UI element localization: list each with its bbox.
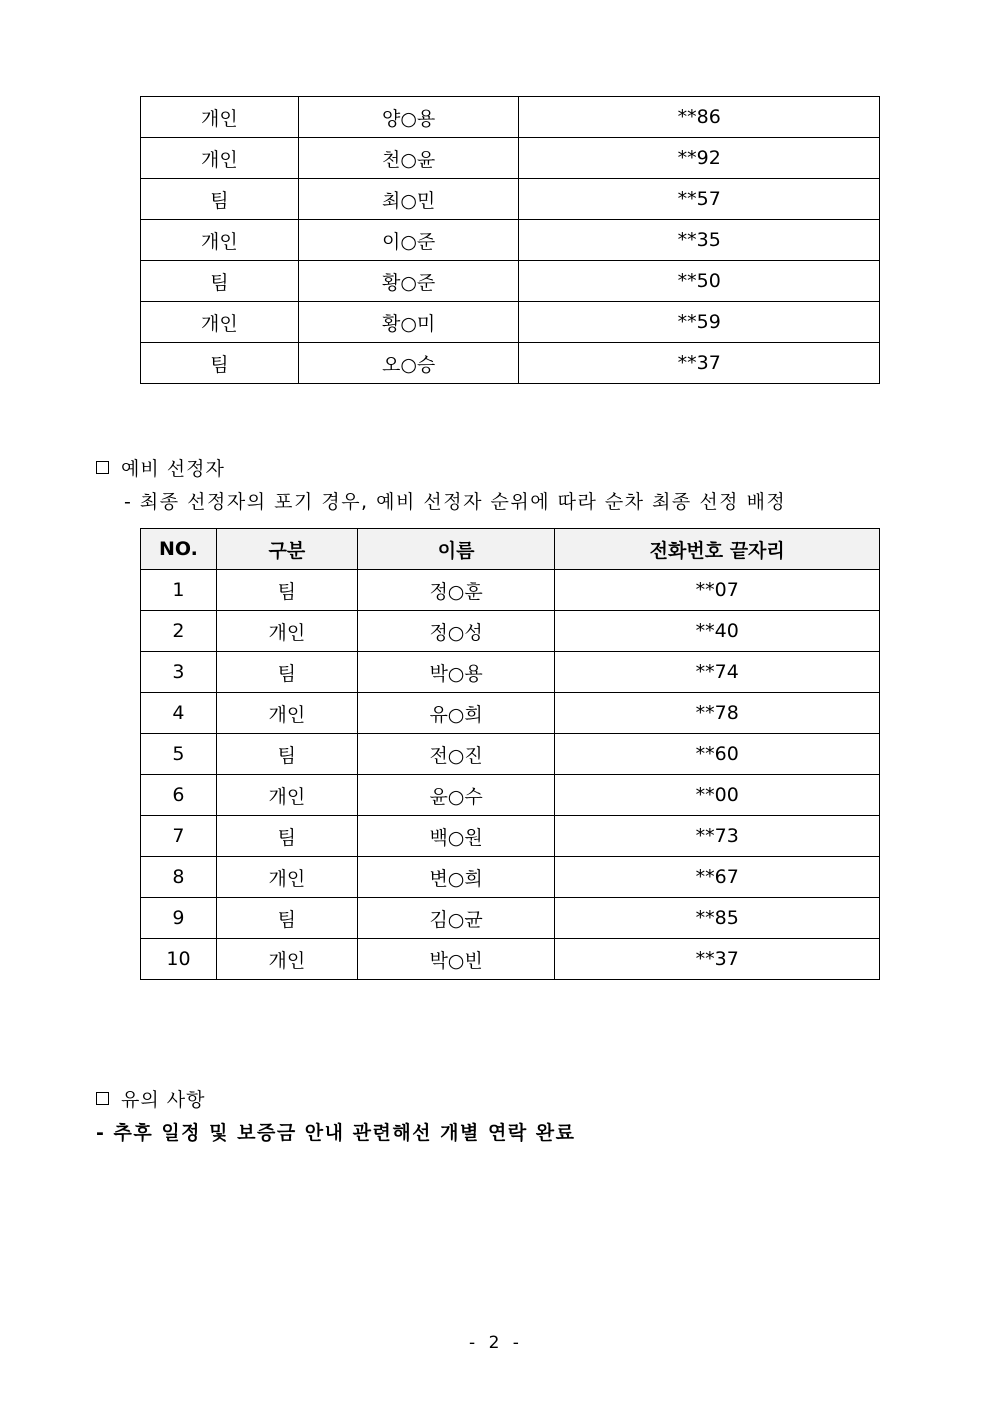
header-type: 구분: [216, 529, 357, 570]
cell-phone: **86: [519, 97, 880, 138]
header-name: 이름: [357, 529, 555, 570]
reserve-heading-text: 예비 선정자: [121, 458, 225, 480]
cell-phone: **60: [555, 734, 880, 775]
cell-no: 5: [141, 734, 217, 775]
cell-name: 이○준: [298, 220, 519, 261]
cell-phone: **37: [555, 939, 880, 980]
cell-type: 개인: [141, 97, 299, 138]
cell-type: 개인: [141, 302, 299, 343]
cell-type: 팀: [216, 652, 357, 693]
cell-no: 6: [141, 775, 217, 816]
cell-name: 윤○수: [357, 775, 555, 816]
cell-no: 3: [141, 652, 217, 693]
cell-name: 오○승: [298, 343, 519, 384]
reserve-note: - 최종 선정자의 포기 경우, 예비 선정자 순위에 따라 순차 최종 선정 배정: [124, 491, 787, 513]
cell-phone: **40: [555, 611, 880, 652]
table-row: [141, 138, 880, 179]
reserve-table: [140, 528, 880, 980]
cell-phone: **50: [519, 261, 880, 302]
table-row: [141, 939, 880, 980]
cell-phone: **67: [555, 857, 880, 898]
cell-phone: **59: [519, 302, 880, 343]
table-row: [141, 775, 880, 816]
cell-type: 개인: [216, 693, 357, 734]
table-row: [141, 343, 880, 384]
cell-name: 박○용: [357, 652, 555, 693]
cell-no: 8: [141, 857, 217, 898]
header-no: NO.: [141, 529, 217, 570]
cell-phone: **07: [555, 570, 880, 611]
cell-type: 팀: [141, 261, 299, 302]
table-row: [141, 816, 880, 857]
cell-name: 유○희: [357, 693, 555, 734]
cell-name: 박○빈: [357, 939, 555, 980]
page-number: - 2 -: [469, 1333, 523, 1353]
cell-type: 팀: [216, 570, 357, 611]
cell-name: 김○균: [357, 898, 555, 939]
cell-phone: **92: [519, 138, 880, 179]
winners-table: [140, 96, 880, 384]
cell-phone: **37: [519, 343, 880, 384]
checkbox-square-icon: [96, 1092, 109, 1105]
table-row: [141, 611, 880, 652]
cell-name: 최○민: [298, 179, 519, 220]
cell-type: 개인: [216, 775, 357, 816]
cell-phone: **57: [519, 179, 880, 220]
cell-no: 7: [141, 816, 217, 857]
cell-no: 2: [141, 611, 217, 652]
cell-name: 양○용: [298, 97, 519, 138]
cell-type: 개인: [141, 220, 299, 261]
table-row: [141, 220, 880, 261]
table-row: [141, 734, 880, 775]
cell-type: 개인: [216, 939, 357, 980]
cell-name: 백○원: [357, 816, 555, 857]
cell-no: 1: [141, 570, 217, 611]
cell-type: 팀: [216, 734, 357, 775]
cell-phone: **78: [555, 693, 880, 734]
table-row: [141, 179, 880, 220]
cell-no: 4: [141, 693, 217, 734]
cell-phone: **73: [555, 816, 880, 857]
cell-phone: **00: [555, 775, 880, 816]
cell-name: 황○준: [298, 261, 519, 302]
table-row: [141, 261, 880, 302]
cell-name: 천○윤: [298, 138, 519, 179]
header-phone: 전화번호 끝자리: [555, 529, 880, 570]
cell-no: 9: [141, 898, 217, 939]
cell-name: 전○진: [357, 734, 555, 775]
cell-phone: **85: [555, 898, 880, 939]
cell-type: 개인: [216, 857, 357, 898]
reserve-heading: [96, 454, 225, 481]
cell-type: 팀: [216, 816, 357, 857]
table-row: [141, 693, 880, 734]
cell-type: 개인: [141, 138, 299, 179]
table-row: [141, 857, 880, 898]
cell-type: 팀: [141, 179, 299, 220]
cell-type: 개인: [216, 611, 357, 652]
reserve-table-header-row: [141, 529, 880, 570]
cell-name: 황○미: [298, 302, 519, 343]
cell-name: 정○훈: [357, 570, 555, 611]
notice-heading: [96, 1085, 205, 1112]
cell-phone: **35: [519, 220, 880, 261]
cell-name: 변○희: [357, 857, 555, 898]
table-row: [141, 652, 880, 693]
cell-phone: **74: [555, 652, 880, 693]
table-row: [141, 302, 880, 343]
notice-heading-text: 유의 사항: [121, 1089, 206, 1111]
table-row: [141, 898, 880, 939]
cell-no: 10: [141, 939, 217, 980]
cell-type: 팀: [216, 898, 357, 939]
checkbox-square-icon: [96, 461, 109, 474]
cell-type: 팀: [141, 343, 299, 384]
table-row: [141, 570, 880, 611]
cell-name: 정○성: [357, 611, 555, 652]
notice-note: - 추후 일정 및 보증금 안내 관련해선 개별 연락 완료: [96, 1122, 576, 1144]
table-row: [141, 97, 880, 138]
